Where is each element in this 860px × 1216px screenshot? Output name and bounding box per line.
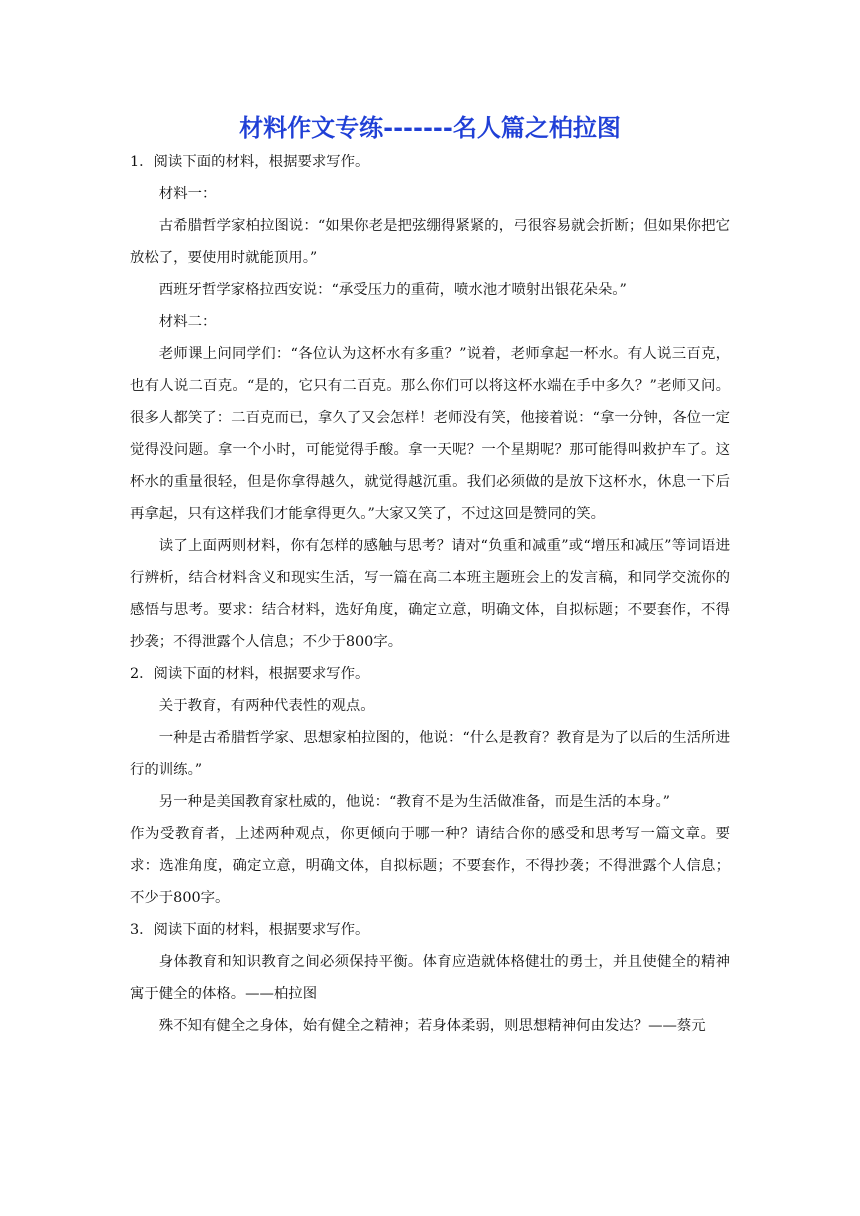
body-paragraph: 西班牙哲学家格拉西安说：“承受压力的重荷，喷水池才喷射出银花朵朵。” [158, 282, 627, 298]
body-paragraph: 另一种是美国教育家杜威的，他说：“教育不是为生活做准备，而是生活的本身。” [158, 794, 670, 810]
body-paragraph: 读了上面两则材料，你有怎样的感触与思考？请对“负重和减重”或“增压和减压”等词语进行辨析，结合材料含义和现实生活，写一篇在高二本班主题班会上的发言稿，和同学交流你的感悟与思考。要求：结合材料，选好角度，确定立意，明确文体，自拟标题；不要套作，不得抄袭；不得泄露个人信息；不少于800字。 [130, 538, 730, 650]
body-paragraph: 关于教育，有两种代表性的观点。 [158, 698, 375, 714]
body-paragraph: 古希腊哲学家柏拉图说：“如果你老是把弦绷得紧紧的，弓很容易就会折断；但如果你把它放松了，要使用时就能顶用。” [130, 218, 730, 266]
question-line: 作为受教育者，上述两种观点，你更倾向于哪一种？请结合你的感受和思考写一篇文章。要求：选准角度，确定立意，明确文体，自拟标题；不要套作，不得抄袭；不得泄露个人信息；不少于800字。 [130, 826, 730, 906]
page-title: 材料作文专练-------名人篇之柏拉图 [239, 114, 621, 142]
document-body [130, 146, 730, 1042]
question-line: 1．阅读下面的材料，根据要求写作。 [130, 154, 370, 170]
question-line: 3．阅读下面的材料，根据要求写作。 [130, 922, 370, 938]
question-line: 2．阅读下面的材料，根据要求写作。 [130, 666, 370, 682]
body-paragraph: 老师课上问同学们：“各位认为这杯水有多重？”说着，老师拿起一杯水。有人说三百克，也有人说二百克。“是的，它只有二百克。那么你们可以将这杯水端在手中多久？”老师又问。很多人都笑了：二百克而已，拿久了又会怎样！老师没有笑，他接着说：“拿一分钟，各位一定觉得没问题。拿一个小时，可能觉得手酸。拿一天呢？一个星期呢？那可能得叫救护车了。这杯水的重量很轻，但是你拿得越久，就觉得越沉重。我们必须做的是放下这杯水，休息一下后再拿起，只有这样我们才能拿得更久。”大家又笑了，不过这回是赞同的笑。 [130, 346, 730, 522]
body-paragraph: 材料二： [158, 314, 217, 330]
body-paragraph: 殊不知有健全之身体，始有健全之精神；若身体柔弱，则思想精神何由发达？——蔡元 [158, 1018, 706, 1034]
body-paragraph: 材料一： [158, 186, 217, 202]
body-paragraph: 身体教育和知识教育之间必须保持平衡。体育应造就体格健壮的勇士，并且使健全的精神寓于健全的体格。——柏拉图 [130, 954, 730, 1002]
body-paragraph: 一种是古希腊哲学家、思想家柏拉图的，他说：“什么是教育？教育是为了以后的生活所进行的训练。” [130, 730, 730, 778]
